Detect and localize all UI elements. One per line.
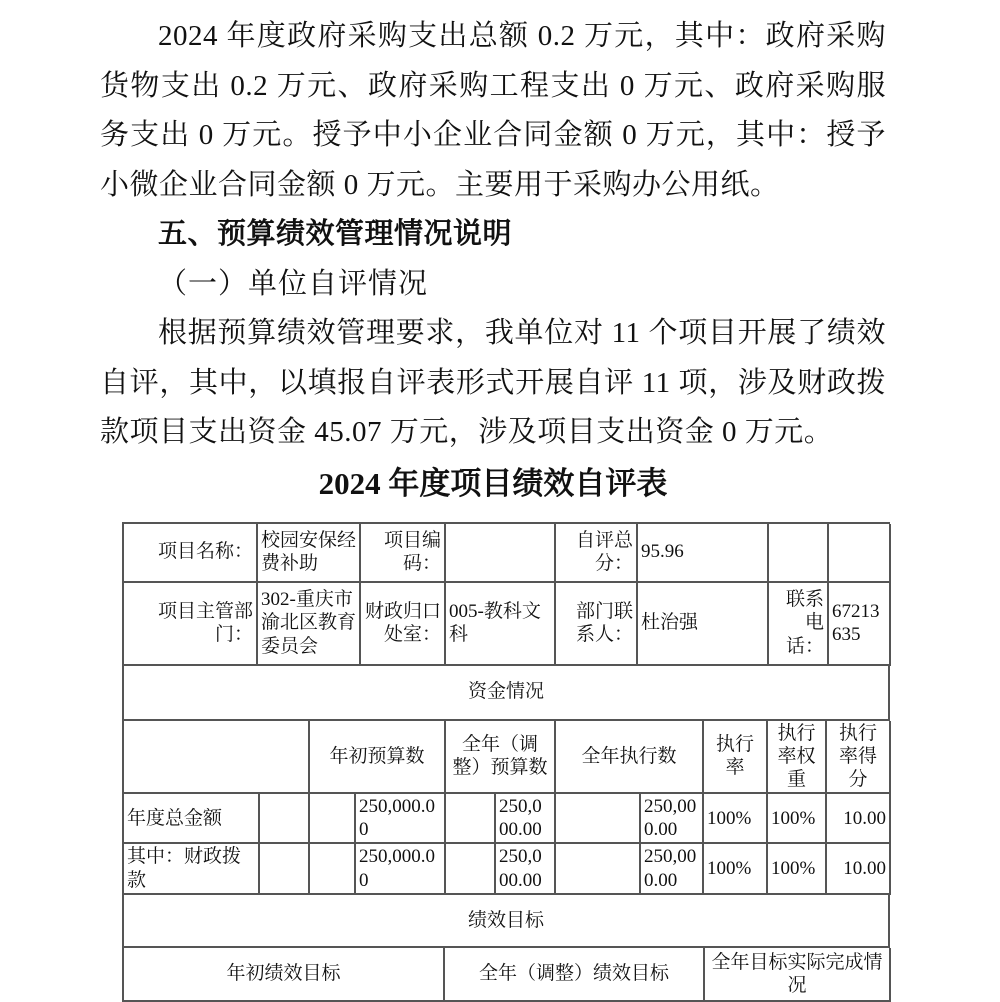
paragraph-self-evaluation-summary: 根据预算绩效管理要求，我单位对 11 个项目开展了绩效自评，其中，以填报自评表形式开展自评 11 项，涉及财政拨款项目支出资金 45.07 万元，涉及项目支出资金 0 万元。 [100, 317, 886, 448]
empty-cell [309, 793, 355, 843]
performance-goal-header-table [124, 948, 891, 1002]
empty-cell [309, 843, 355, 893]
subsection-heading-self-evaluation: （一）单位自评情况 [158, 267, 429, 300]
finance-office-label: 财政归口处室： [360, 582, 445, 665]
self-evaluation-table [122, 522, 890, 1002]
funding-row-label: 年度总金额 [124, 793, 259, 843]
table-row [124, 582, 890, 665]
performance-section-banner [124, 895, 890, 948]
actual-completion-header: 全年目标实际完成情况 [704, 948, 890, 1001]
rate-weight-value: 100% [767, 793, 826, 843]
adjusted-budget-value: 250,000.00 [495, 793, 555, 843]
adjusted-budget-header: 全年（调整）预算数 [445, 721, 555, 794]
funding-row-fiscal [124, 843, 890, 893]
executed-value: 250,000.00 [640, 843, 703, 893]
table-row [124, 666, 889, 720]
finance-office-value: 005-教科文科 [445, 582, 555, 665]
empty-cell [259, 843, 309, 893]
initial-budget-value: 250,000.00 [355, 793, 445, 843]
dept-contact-value: 杜治强 [637, 582, 768, 665]
empty-header-cell [124, 721, 309, 794]
adjusted-budget-value: 250,000.00 [495, 843, 555, 893]
table-title-self-evaluation: 2024 年度项目绩效自评表 [318, 465, 668, 501]
self-score-value: 95.96 [637, 524, 768, 582]
empty-cell [445, 793, 495, 843]
self-score-label: 自评总分： [555, 524, 637, 582]
executed-header: 全年执行数 [555, 721, 703, 794]
contact-phone-value: 67213635 [828, 582, 890, 665]
section-heading-performance-management: 五、预算绩效管理情况说明 [158, 218, 513, 250]
funding-banner-cell: 资金情况 [124, 666, 889, 720]
performance-banner-cell: 绩效目标 [124, 895, 889, 947]
empty-cell [259, 793, 309, 843]
dept-contact-label: 部门联系人： [555, 582, 637, 665]
empty-cell [768, 524, 828, 582]
rate-header: 执行率 [703, 721, 767, 794]
supervisor-dept-value: 302-重庆市渝北区教育委员会 [257, 582, 360, 665]
initial-budget-value: 250,000.00 [355, 843, 445, 893]
initial-goal-header: 年初绩效目标 [124, 948, 444, 1001]
empty-cell [555, 793, 640, 843]
funding-row-total [124, 793, 890, 843]
funding-header-row [124, 721, 890, 794]
contact-phone-label: 联系电话： [768, 582, 828, 665]
executed-value: 250,000.00 [640, 793, 703, 843]
rate-weight-header: 执行率权重 [767, 721, 826, 794]
table-row [124, 948, 890, 1001]
rate-score-value: 10.00 [826, 843, 890, 893]
project-info-table [124, 524, 891, 666]
table-row [124, 524, 890, 582]
empty-cell [555, 843, 640, 893]
project-name-label: 项目名称： [124, 524, 257, 582]
project-name-value: 校园安保经费补助 [257, 524, 360, 582]
rate-weight-value: 100% [767, 843, 826, 893]
empty-cell [445, 843, 495, 893]
rate-value: 100% [703, 793, 767, 843]
adjusted-goal-header: 全年（调整）绩效目标 [444, 948, 704, 1001]
funding-row-label: 其中：财政拨款 [124, 843, 259, 893]
table-row [124, 895, 889, 947]
funding-figures-table [124, 721, 891, 895]
funding-section-banner [124, 666, 890, 721]
rate-value: 100% [703, 843, 767, 893]
rate-score-value: 10.00 [826, 793, 890, 843]
rate-score-header: 执行率得分 [826, 721, 890, 794]
project-code-label: 项目编码： [360, 524, 445, 582]
paragraph-procurement-summary: 2024 年度政府采购支出总额 0.2 万元，其中：政府采购货物支出 0.2 万元、政府采购工程支出 0 万元、政府采购服务支出 0 万元。授予中小企业合同金额 0 万元，其中：授予小微企业合同金额 0 万元。主要用于采购办公用纸。 [100, 20, 886, 201]
supervisor-dept-label: 项目主管部门： [124, 582, 257, 665]
initial-budget-header: 年初预算数 [309, 721, 445, 794]
empty-cell [828, 524, 890, 582]
project-code-value [445, 524, 555, 582]
